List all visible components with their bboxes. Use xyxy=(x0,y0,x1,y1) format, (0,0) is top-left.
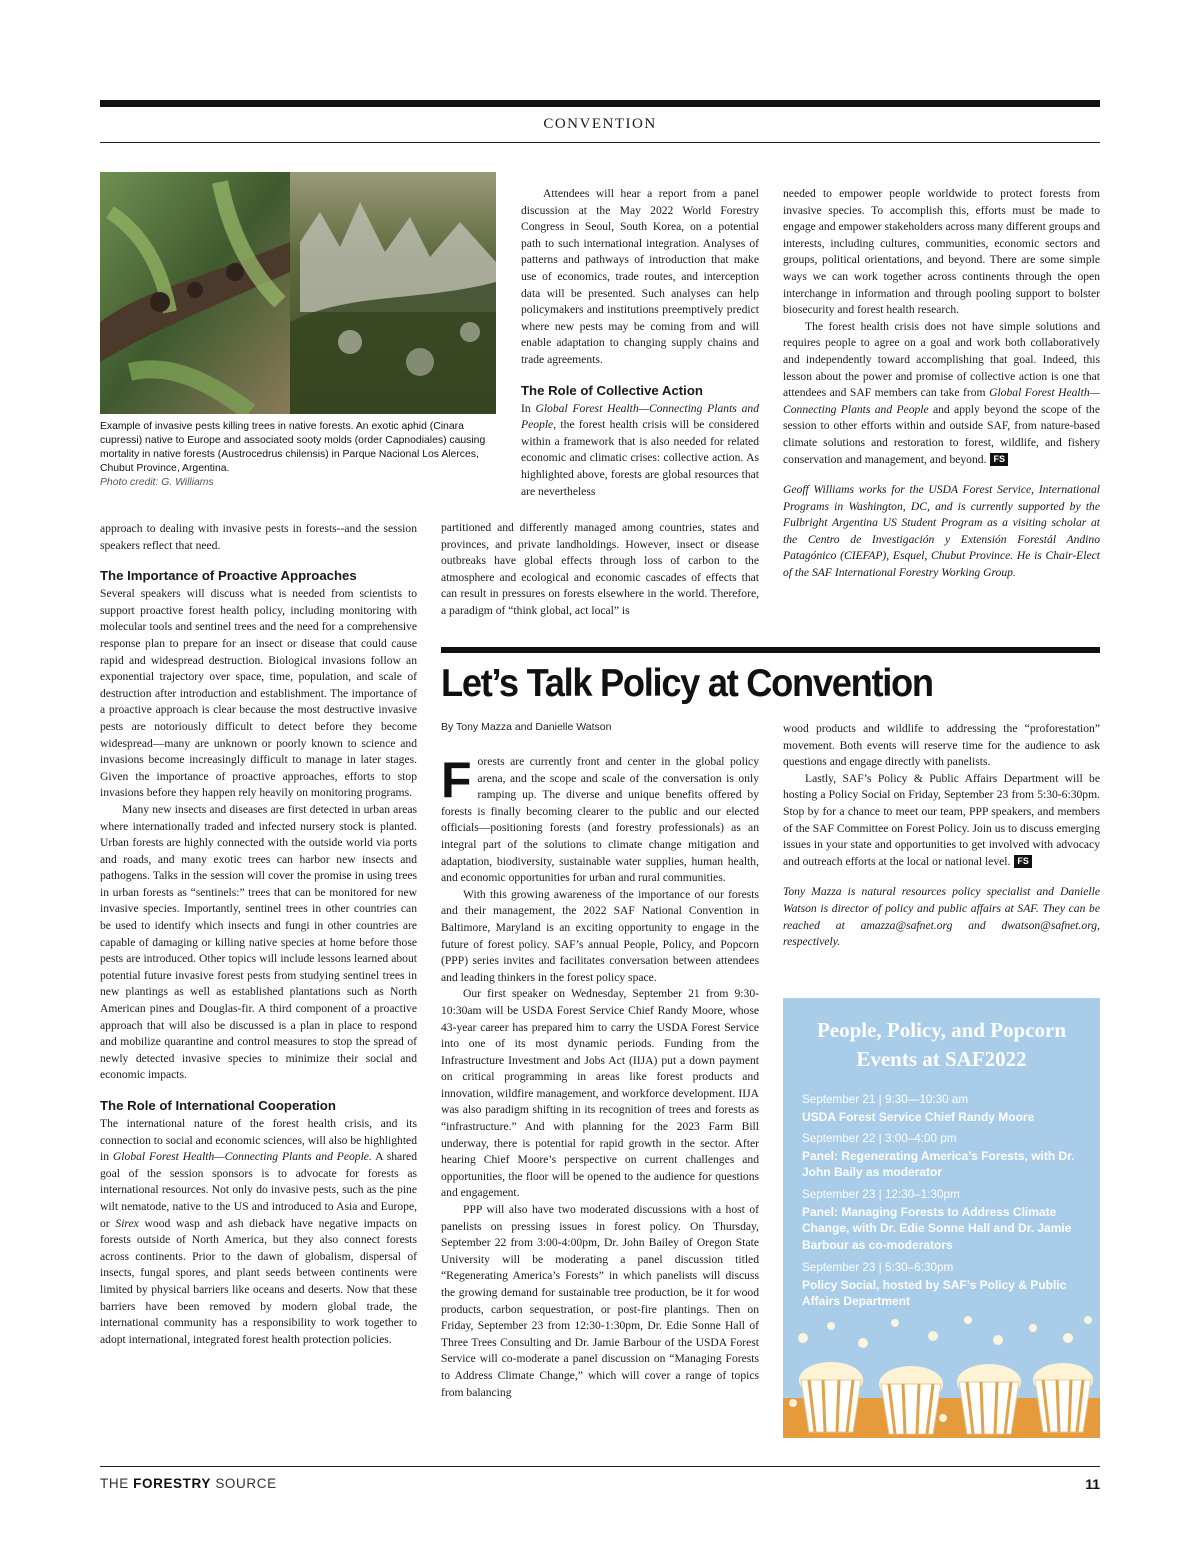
author-bio: Geoff Williams works for the USDA Forest Service, International Programs in Washington, DC, and is currently supported by the Fulbright Argentina US Student Program as a visiting scholar at the Centro de Investigación y Extensión Forestál Andino Patagónico (CIEFAP), Esquel, Chubut Province. He is Chair-Elect of the SAF International Forestry Working Group. xyxy=(783,483,1100,580)
top-rule xyxy=(100,100,1100,107)
article2-top-rule xyxy=(441,647,1100,653)
event-title: Panel: Regenerating America’s Forests, with Dr. John Baily as moderator xyxy=(802,1148,1075,1179)
sidebar-title xyxy=(783,1016,1100,1074)
text-run: The international nature of the forest health crisis, and its connection to social and economic sciences, will also be highlighted in xyxy=(100,1117,417,1164)
photo-credit: Photo credit: G. Williams xyxy=(100,477,214,488)
paragraph: Our first speaker on Wednesday, September 21 from 9:30-10:30am will be USDA Forest Service Chief Randy Moore, whose 43-year career has prepared him to carry the USDA Forest Service into one of its most dynamic periods. Funding from the Infrastructure Investment and Jobs Act (IIJA) put a down payment on critical programming in areas like forest products and innovation, wildfire management, and workforce development. IIJA was also paradigm shifting in its recognition of trees and forests as “infrastructure.” And with planning for the 2023 Farm Bill underway, there is potential for rapid growth in the sector. After hearing Chief Moore’s perspective on current challenges and opportunities, the floor will be opened to the audience for questions and engagement. xyxy=(441,987,759,1200)
paragraph: wood products and wildlife to addressing the “proforestation” movement. Both events will reserve time for the audience to ask questions and engage directly with panelists. xyxy=(783,722,1100,769)
subheading-international: The Role of International Cooperation xyxy=(100,1098,336,1113)
event-date: September 22 | 3:00–4:00 pm xyxy=(802,1132,957,1145)
popcorn-bowls-illustration xyxy=(783,1308,1100,1438)
popcorn-bowl-1 xyxy=(799,1362,863,1432)
event-date: September 23 | 5:30–6:30pm xyxy=(802,1261,954,1274)
end-mark-icon: FS xyxy=(1014,855,1032,868)
article1-column1 xyxy=(100,521,417,1348)
paragraph: approach to dealing with invasive pests in forests--and the session speakers reflect that need. xyxy=(100,522,417,552)
article1-column3 xyxy=(783,186,1100,582)
popcorn-bowl-3 xyxy=(957,1364,1021,1434)
text-run: , the forest health crisis will be considered within a framework that is also needed for related economic and climatic crises: collective action. As highlighted above, forests are global resources that are nevertheless xyxy=(521,418,759,498)
footer-text: SOURCE xyxy=(210,1476,277,1491)
article1-column2-continued xyxy=(441,520,759,620)
paragraph xyxy=(521,401,759,501)
subheading-proactive: The Importance of Proactive Approaches xyxy=(100,568,357,584)
article2-headline: Let’s Talk Policy at Convention xyxy=(441,662,933,705)
photo-caption xyxy=(100,420,496,490)
article1-column2 xyxy=(521,186,759,500)
paragraph: With this growing awareness of the importance of our forests and their management, the 2022 SAF National Convention in Baltimore, Maryland is an exciting opportunity to engage in the future of forest policy. SAF’s annual People, Policy, and Popcorn (PPP) series invites and facilitates conversation between attendees and leading thinkers in the forest policy space. xyxy=(441,887,759,984)
event-title: Panel: Managing Forests to Address Climate Change, with Dr. Edie Sonne Hall and Dr. Jamie Barbour as co-moderators xyxy=(802,1204,1072,1252)
article2-byline: By Tony Mazza and Danielle Watson xyxy=(441,721,612,733)
paragraph: needed to empower people worldwide to protect forests from invasive species. To accomplish this, efforts must be made to engage and empower stakeholders across many different groups and interests, including cultures, communities, economic sectors and groups, political orientations, and beyond. There are some simple ways we can work together across continents through the open interchange in information and through pooling support to bolster biosecurity and forest health research. xyxy=(783,187,1100,317)
paragraph: partitioned and differently managed among countries, states and provinces, and private landholdings. However, insect or disease outbreaks have global effects through loss of carbon to the atmosphere and ecological and economic cascades of effects that can result in pressures on forests elsewhere in the world. Therefore, a paradigm of “think global, act local” is xyxy=(441,521,759,617)
sidebar-title-line1: People, Policy, and Popcorn xyxy=(816,1018,1067,1042)
paragraph xyxy=(441,754,759,887)
text-run: wood wasp and ash dieback have negative impacts on forests outside of North America, but they also connect forests across continents. Prior to the dawn of globalism, dispersal of insects, fungal spores, and plant seeds between continents were limited by physical barriers like oceans and deserts. Now that these barriers have been removed by modern global trade, the international community has a responsibility to work together to adopt international, integrated forest health protection policies. xyxy=(100,1216,417,1346)
paragraph xyxy=(783,771,1100,871)
end-mark-icon: FS xyxy=(990,453,1008,466)
drop-cap: F xyxy=(441,752,472,808)
paragraph: Attendees will hear a report from a panel discussion at the May 2022 World Forestry Congress in Seoul, South Korea, on a potential path to such international integration. Analyses of patterns and pathways of introduction that make use of economics, trade routes, and interception data will be presented. Such analyses can help policymakers and institutions preemptively predict where new pests may be coming from and will enable adaptation to changing supply chains and trade agreements. xyxy=(521,187,759,366)
header-rule xyxy=(100,142,1100,143)
paragraph: Many new insects and diseases are first detected in urban areas where internationally traded and infected nursery stock is planted. Urban forests are highly connected with the outside world via ports and roads, and many exotic trees can harbor new insects and pathogens. Talks in the session will cover the promise in using trees in urban forests as “sentinels:” trees that can be monitored for new invasive species. Importantly, sentinel trees in other countries can be used to identify which insects and fungi in other countries are capable of damaging or killing native species at home before those pests are introduced. Other topics will include lessons learned about potential future invasive forest pests from studying sentinel trees in new plantings as well as established plantations such as North American pines and Douglas-fir. A third component of a proactive approach that will also be discussed is a plan in place to respond and mobilize quarantine and control measures to stop the spread of newly detected invasive species to minimize their social and economic impacts. xyxy=(100,802,417,1082)
publication-title: Global Forest Health—Connecting Plants and People xyxy=(783,386,1100,416)
caption-text: Example of invasive pests killing trees in native forests. An exotic aphid (Cinara cupressi) native to Europe and associated sooty molds (order Capnodiales) causing mortality in native forests (Austrocedrus chilensis) in Parque Nacional Los Alerces, Chubut Province, Argentina. xyxy=(100,421,486,474)
publication-name xyxy=(100,1476,277,1491)
text-run: and apply beyond the scope of the session to other efforts within and outside SAF, from nature-based climate solutions and restoration to forest, wildlife, and fishery conservation and management, and beyond. xyxy=(783,402,1100,466)
section-label: CONVENTION xyxy=(543,116,657,132)
event-item xyxy=(802,1187,1092,1253)
event-item xyxy=(802,1131,1092,1181)
popcorn-bowl-2 xyxy=(879,1366,943,1434)
text-run: A shared goal of the session sponsors is to advocate for forests as international resources. Not only do invasive pests, such as the pine wilt nematode, native to the US and introduced to Asia and Europe, or xyxy=(100,1150,417,1230)
author-bio: Tony Mazza is natural resources policy specialist and Danielle Watson is director of policy and public affairs at SAF. They can be reached at amazza@safnet.org and dwatson@safnet.org, respectively. xyxy=(783,885,1100,949)
pest-photo-illustration xyxy=(100,172,496,414)
footer-brand: FORESTRY xyxy=(133,1476,211,1491)
events-sidebar xyxy=(783,998,1100,1438)
paragraph xyxy=(100,1116,417,1348)
popcorn-bowl-4 xyxy=(1033,1363,1093,1432)
text-run: Lastly, SAF’s Policy & Public Affairs Department will be hosting a Policy Social on Friday, September 23 from 5:30-6:30pm. Stop by for a chance to meet our team, PPP speakers, and members of the SAF Committee on Forest Policy. Join us to discuss emerging issues in your state and opportunities to get involved with advocacy and outreach efforts at the local or national level. xyxy=(783,771,1100,868)
event-item xyxy=(802,1260,1092,1310)
text-run: The forest health crisis does not have simple solutions and requires people to agree on a goal and work both collaboratively and independently toward accomplishing that goal. Indeed, this lesson about the power and promise of collective action is one that attendees and SAF members can take from xyxy=(783,319,1100,400)
text-run: In xyxy=(521,401,536,415)
event-item xyxy=(802,1092,1092,1125)
event-title: USDA Forest Service Chief Randy Moore xyxy=(802,1109,1035,1124)
footer-text: THE xyxy=(100,1476,134,1491)
paragraph: Several speakers will discuss what is needed from scientists to support proactive forest health policy, including monitoring with molecular tools and sentinel trees and the need for a comprehensive response plan to prepare for an insect or disease that could cause rapid and widespread destruction. Biological invasions follow an exponential trajectory over space, time, population, and scale of destruction after introduction and establishment. The importance of a proactive approach is clear because the most destructive invasive pests are notoriously difficult to detect before they become widespread—many are unknown or poorly known to science and invasions become increasingly difficult to manage in later stages. Given the importance of proactive approaches, efforts to stop invasions before they happen rely heavily on monitoring programs. xyxy=(100,587,417,800)
subheading-collective: The Role of Collective Action xyxy=(521,382,703,398)
event-date: September 21 | 9:30—10:30 am xyxy=(802,1093,969,1106)
article2-column2 xyxy=(783,721,1100,951)
event-date: September 23 | 12:30–1:30pm xyxy=(802,1188,960,1201)
article2-column1 xyxy=(441,754,759,1401)
page-number: 11 xyxy=(1085,1476,1100,1492)
paragraph: PPP will also have two moderated discussions with a host of panelists on pressing issues in forest policy. On Thursday, September 22 from 3:00-4:00pm, Dr. John Bailey of Oregon State University will be moderating a panel discussion titled “Regenerating America’s Forests” in which panelists will discuss the growing demand for sustainable tree production, be it for wood products, carbon sequestration, or post-fire plantings. Then on Friday, September 23 from 12:30-1:30pm, Dr. Edie Sonne Hall of Three Trees Consulting and Dr. Jamie Barbour of the USDA Forest Service will co-moderate a panel discussion on “Managing Forests to Address Climate Change,” which will cover a range of topics from balancing xyxy=(441,1203,759,1399)
article-photo xyxy=(100,172,496,414)
publication-title: Global Forest Health—Connecting Plants and People xyxy=(521,401,759,432)
paragraph xyxy=(783,319,1100,468)
event-title: Policy Social, hosted by SAF’s Policy & Public Affairs Department xyxy=(802,1277,1067,1308)
publication-title: Global Forest Health—Connecting Plants and People. xyxy=(112,1150,372,1164)
sidebar-title-line2: Events at SAF2022 xyxy=(856,1047,1027,1071)
text-run: orests are currently front and center in the global policy arena, and the scope and scale of the conversation is only ramping up. The diverse and unique benefits offered by forests is finally becoming clearer to the public and our elected officials—positioning forests (and forestry professionals) as an integral part of the solutions to climate change mitigation and adaptation, biodiversity, sustainable water supplies, human health, and economic opportunities for urban and rural communities. xyxy=(441,755,759,885)
footer-rule xyxy=(100,1466,1100,1467)
species-name: Sirex xyxy=(115,1216,139,1230)
